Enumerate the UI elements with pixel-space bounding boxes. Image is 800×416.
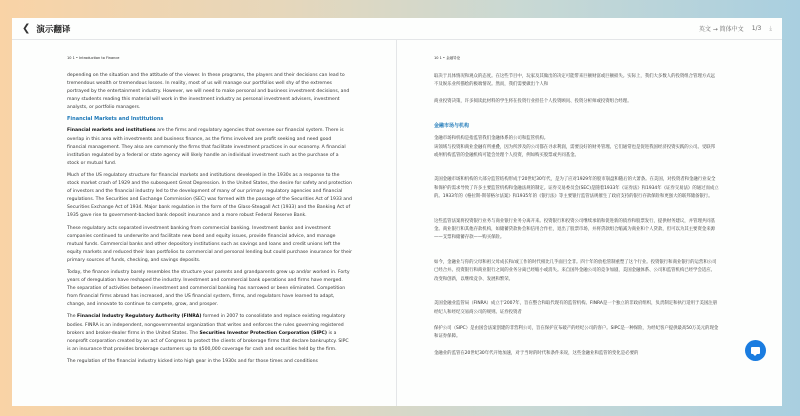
bold-term: Financial Industry Regulatory Authority (FINRA) [77,314,202,320]
page-indicator: 1/3 [751,25,762,32]
paragraph: 这些监管法案将投资银行业务与商业银行业务分离开来。投资银行和投资公司继续承销和促进新的债券和股票发行，提供财务建议，并管理共同基金。商业银行和其他存款机构，如储蓄贷款协会和信用合作社，退出了股票市场，并将贷款组合缩减为商业和个人贷款，但可以为其主要资金来源——支票和储蓄存款——购买保险。 [434,218,716,241]
paragraph: 商业投资决策，许多阅读此材料的学生将在投资行业担任个人投资顾问、投资分析师或投资组合经理。 [434,98,632,104]
chevron-left-icon[interactable]: ❮ [22,23,31,34]
paragraph: 美国金融业监管局（FINRA）成立于2007年，旨在整合和取代现有的监管机构。FINRA是一个独立的非政府组织，负责制定和执行适用于美国注册经纪人和经纪交易商公司的规则。证券投资者 [434,301,718,315]
running-head: 10 1 • Introduction to Finance [67,56,120,60]
paragraph: depending on the situation and the attitude of the viewer. In these programs, the players and their decisions can lead to tremendous wealth or tremendous losses. In reality, most of us will manage our portfolios well shy of the extremes portrayed by the entertainment industry. However, we will need to make personal and business investment decisions, and many students reading this material will work in the investment industry as personal investment advisers, investment analysts, or portfolio managers. [67,73,350,111]
bold-term: Financial markets and institutions [67,128,156,134]
chat-button[interactable] [745,340,766,361]
text: 该领域与投资和商业金融有所重叠，因为所涉及的公司都在寻求利润，需要良好的财务管理。它们通常也是促进我国经济投资实践的公司。受联邦或州机构监管的金融机构可能会处理个人投资，例如购买股票或共同基金。 [434,144,716,159]
paragraph: Today, the finance industry barely resembles the structure your parents and grandparents grew up and/or worked in. Forty years of deregulation have reshaped the industry. Investment and commercial bank operations and firms have merged. The separation of activities between investment and commercial banking has narrowed or been eliminated. Competition from financial firms abroad has increased, and the US financial system, firms, and regulators have learned to adapt, change, and innovate to continue to compete, grow, and prosper. [67,269,350,308]
running-head: 10 1 • 金融导论 [434,56,461,60]
text: are the firms and regulatory agencies that oversee our financial system. There is overlap in this area with investments and business finance, as the firms involved are profit seeking and need good financial management. They also are commonly the firms that facilitate investment practices in our economy. A financial institution regulated by a federal or state agency will likely handle an individual investment such as the purchase of a stock or mutual fund. [67,128,346,166]
language-pair-selector[interactable]: 英文 → 简体中文 [698,26,744,33]
paragraph [67,313,352,353]
text: formed in 2007 to consolidate and replace existing regulatory bodies. FINRA is an independent, nongovernmental organization that writes and enforces the rules governing registered brokers and broker-dealer firms in the United States. The [67,314,346,336]
source-pane[interactable] [12,40,397,406]
text: 金融市场和机构是指监管我们金融体系的公司和监管机构。 [434,136,549,142]
paragraph: 金融业的监管在20世纪30年代开始加速，对于当时的时代和条件来说，这些金融业和监管的变化是必要的 [434,350,639,356]
section-heading: Financial Markets and Institutions [67,116,164,123]
paragraph [434,135,719,160]
page-title: 演示翻译 [36,24,71,35]
text: is a nonprofit corporation created by an act of Congress to protect the clients of brokerage firms that declare bankruptcy. SIPC is an insurance that provides brokerage customers up to $500,000 coverage for cash and securities held by the firm. [67,330,349,352]
paragraph: 如今，金融业与你的父母和祖父母成长和/或工作的时代相比几乎面目全非。四十年的放松管制重塑了这个行业。投资银行和商业银行的运营和公司已经合并。投资银行和商业银行之间的业务分离已经缩小或消失。来自国外金融公司的竞争加剧，美国金融体系、公司和监管机构已经学会适应、改变和创新，以继续竞争、发展和繁荣。 [434,259,717,282]
paragraph: The regulation of the financial industry kicked into high gear in the 1930s and for those times and conditions [67,358,318,364]
text: The [67,314,78,320]
bold-term: Securities Investor Protection Corporation (SIPC) [199,330,327,336]
paragraph: These regulatory acts separated investment banking from commercial banking. Investment banks and investment companies continued to underwrite and facilitate new bond and equity issues, provide financial advice, and manage mutual funds. Commercial banks and other depository institutions such as savings and loans and credit unions left the equity markets and reduced their loan portfolios to commercial and personal lending but could purchase insurance for their primary sources of funds, checking, and savings deposits. [67,225,352,263]
paragraph: 取决于具体情况和观众的态度。在这些节目中，玩家及其做出的决定可能带来巨额财富或巨额损失。实际上，我们大多数人的投资组合管理方式远不及娱乐业所描绘的极端情况。然而，我们需要做出个人和 [434,74,716,88]
translation-pane[interactable] [397,40,782,406]
download-icon[interactable]: ⤓ [769,24,772,32]
paragraph [67,127,352,167]
translation-window [12,18,782,406]
paragraph: Much of the US regulatory structure for financial markets and institutions developed in the 1930s as a response to the stock market crash of 1929 and the subsequent Great Depression. In the United States, the desire for safety and protection of investors and the financial industry led to the development of many of our primary regulatory agencies and financial regulations. The Securities and Exchange Commission (SEC) was formed with the passage of the Securities Act of 1933 and Securities Exchange Act of 1934. Major bank regulation in the form of the Glass-Steagall Act (1933) and the Banking Act of 1935 gave rise to government-backed bank deposit insurance and a more robust Federal Reserve Bank. [67,172,352,219]
section-heading: 金融市场与机构 [434,123,470,130]
chat-bubble-icon [751,347,760,354]
paragraph: 保护公司（SIPC）是由国会法案创建的非营利公司，旨在保护宣布破产的经纪公司的客户。SIPC是一种保险，为经纪客户提供最高50万美元的现金和证券保障。 [434,325,719,340]
header [12,18,782,40]
paragraph: 美国金融市场和机构的大部分监管结构形成于20世纪30年代，是为了应对1929年的股市崩盘和随后的大萧条。在美国，对投资者和金融行业安全和保护的需求导致了许多主要监管机构和金融法规的制定。证券交易委员会(SEC)是随着1933年《证券法》和1934年《证券交易法》的通过而成立的。1933年的《格拉斯-斯蒂格尔法案》和1935年的《银行法》等主要银行监管法规催生了政府支持的银行存款保险和更强大的联邦储备银行。 [434,177,719,200]
